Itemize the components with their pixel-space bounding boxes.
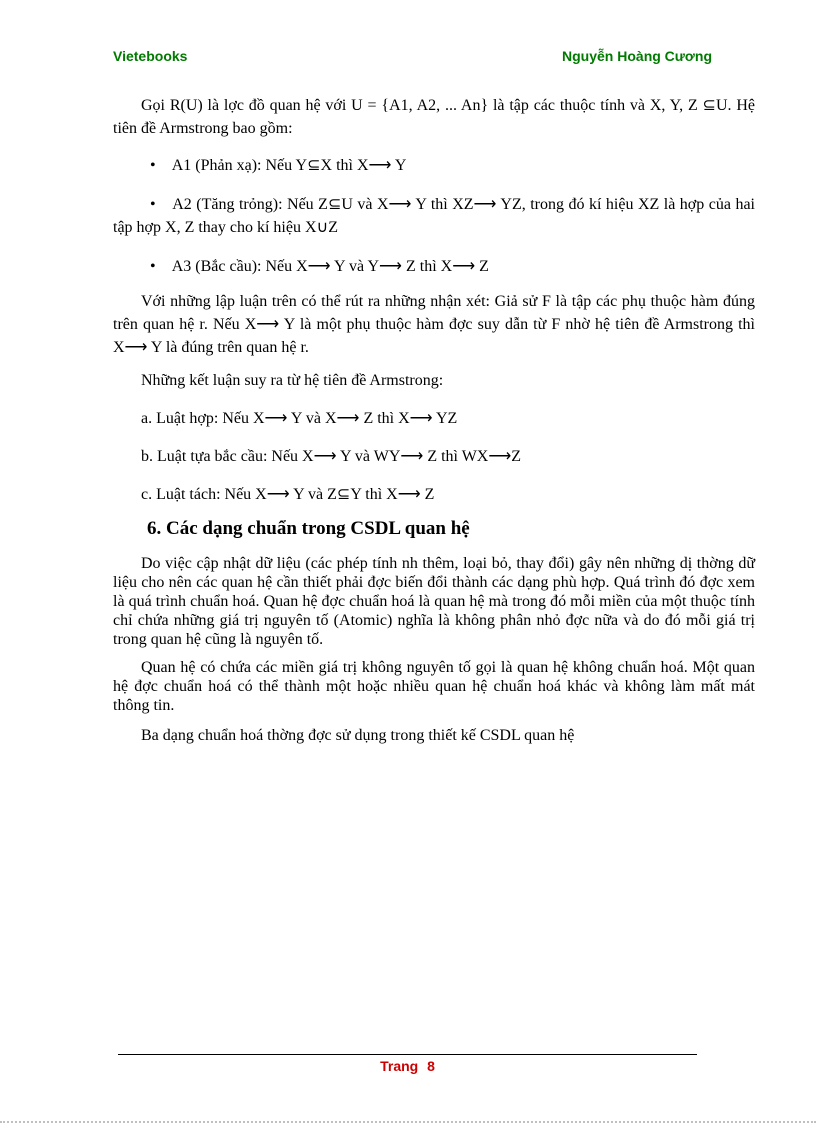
header-right-label: Nguyễn Hoàng Cương (562, 48, 712, 64)
footer-divider (118, 1054, 697, 1055)
section-heading-normal-forms: 6. Các dạng chuẩn trong CSDL quan hệ (147, 518, 470, 539)
bullet-icon: • (150, 157, 156, 174)
bullet-axiom-a3 (113, 255, 755, 278)
bullet-axiom-a2 (113, 193, 755, 239)
paragraph-normalization-2: Quan hệ có chứa các miền giá trị không nguyên tố gọi là quan hệ không chuẩn hoá. Một quan hệ đợc chuẩn hoá có thể thành một hoặc nhiều quan hệ chuẩn hoá khác và không làm mất mát thông tin. (113, 659, 755, 714)
paragraph-normalization-1: Do việc cập nhật dữ liệu (các phép tính nh thêm, loại bỏ, thay đổi) gây nên những dị thờng dữ liệu cho nên các quan hệ cần thiết phải đợc biến đổi thành các dạng phù hợp. Quá trình đó đợc xem là quá trình chuẩn hoá. Quan hệ đợc chuẩn hoá là quan hệ mà trong đó mỗi miền của một thuộc tính chỉ chứa những giá trị nguyên tố (Atomic) nghĩa là không phân nhỏ đợc nữa và do đó mỗi giá trị trong quan hệ cũng là nguyên tố. (113, 555, 755, 648)
paragraph-conclusions-intro: Những kết luận suy ra từ hệ tiên đề Armstrong: (141, 372, 444, 389)
paragraph-normal-forms-note: Ba dạng chuẩn hoá thờng đợc sử dụng trong thiết kế CSDL quan hệ (141, 727, 575, 744)
rule-pseudo-transitivity: b. Luật tựa bắc cầu: Nếu X⟶ Y và WY⟶ Z thì WX⟶Z (141, 448, 522, 465)
paragraph-armstrong-intro: Gọi R(U) là lợc đồ quan hệ với U = {A1, A2, ... An} là tập các thuộc tính và X, Y, Z ⊆U. Hệ tiên đề Armstrong bao gồm: (113, 97, 755, 137)
bullet-axiom-a1 (113, 154, 755, 177)
header-left-label: Vietebooks (113, 48, 188, 64)
bullet-text: A3 (Bắc cầu): Nếu X⟶ Y và Y⟶ Z thì X⟶ Z (171, 258, 489, 275)
bullet-text: A2 (Tăng trỏng): Nếu Z⊆U và X⟶ Y thì XZ⟶ YZ, trong đó kí hiệu XZ là hợp của hai tập hợp X, Z thay cho kí hiệu X∪Z (113, 196, 755, 236)
rule-union: a. Luật hợp: Nếu X⟶ Y và X⟶ Z thì X⟶ YZ (141, 410, 458, 427)
document-body (113, 94, 755, 754)
bullet-icon: • (150, 196, 156, 213)
bullet-icon: • (150, 258, 156, 275)
paragraph-remarks: Với những lập luận trên có thể rút ra những nhận xét: Giả sử F là tập các phụ thuộc hàm đúng trên quan hệ r. Nếu X⟶ Y là một phụ thuộc hàm đợc suy dẫn từ F nhờ hệ tiên đề Armstrong thì X⟶ Y là đúng trên quan hệ r. (113, 293, 755, 356)
page-header (113, 48, 712, 64)
page-number-label: Trang 8 (380, 1058, 435, 1074)
bullet-text: A1 (Phản xạ): Nếu Y⊆X thì X⟶ Y (171, 157, 407, 174)
page-footer (118, 1054, 697, 1076)
rule-decomposition: c. Luật tách: Nếu X⟶ Y và Z⊆Y thì X⟶ Z (141, 486, 435, 503)
